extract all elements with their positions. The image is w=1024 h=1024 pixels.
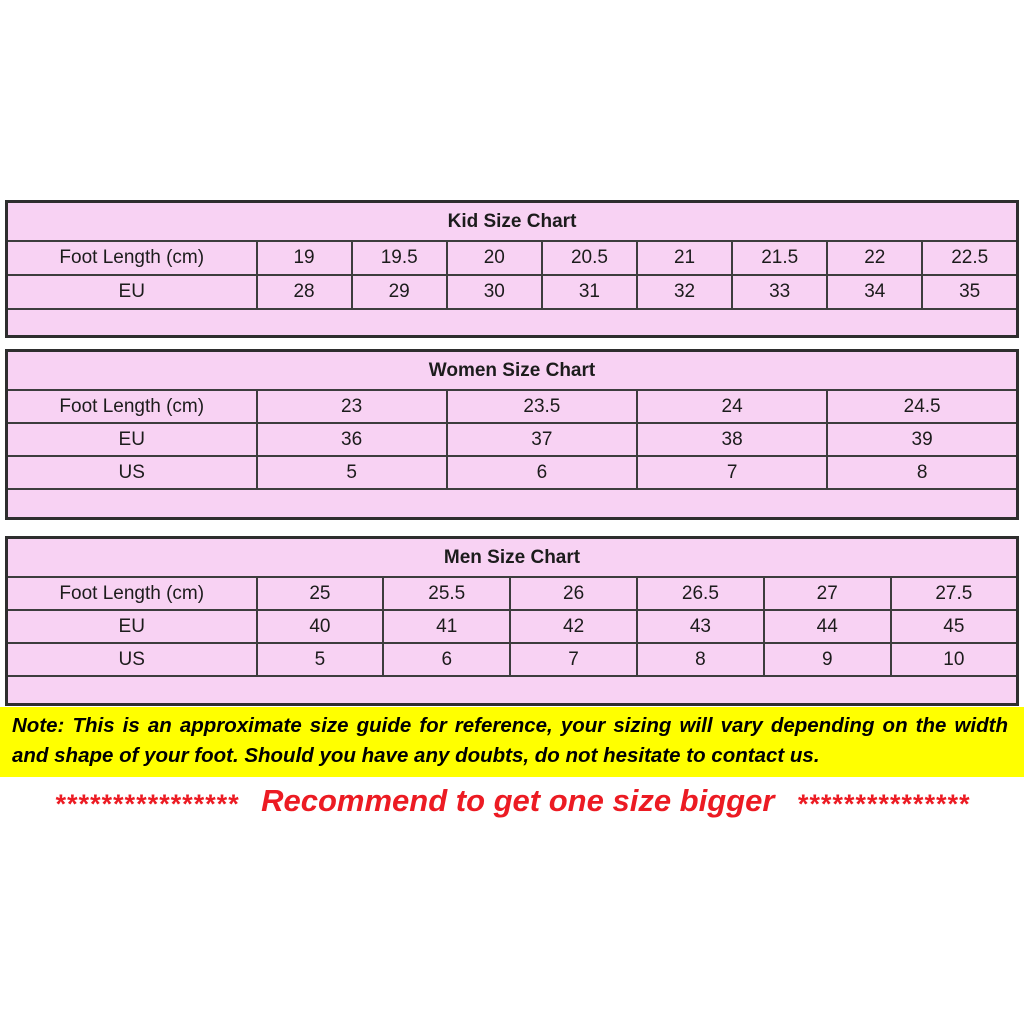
- size-cell: 19.5: [352, 241, 447, 275]
- size-cell: 27.5: [891, 577, 1018, 610]
- empty-row: [7, 489, 1018, 519]
- empty-cell: [7, 676, 1018, 705]
- row-label: US: [7, 643, 257, 676]
- size-cell: 44: [764, 610, 891, 643]
- kid-size-table: [5, 200, 1019, 338]
- table-row: [7, 456, 1018, 489]
- size-cell: 27: [764, 577, 891, 610]
- empty-row: [7, 676, 1018, 705]
- size-cell: 24: [637, 390, 827, 423]
- stars-left-decoration: ****************: [54, 789, 239, 819]
- stars-right-decoration: ***************: [796, 789, 970, 819]
- women-size-table: [5, 349, 1019, 520]
- size-cell: 35: [922, 275, 1017, 309]
- size-cell: 6: [447, 456, 637, 489]
- size-cell: 28: [257, 275, 352, 309]
- size-cell: 36: [257, 423, 447, 456]
- size-cell: 9: [764, 643, 891, 676]
- size-cell: 23: [257, 390, 447, 423]
- size-cell: 22: [827, 241, 922, 275]
- size-cell: 34: [827, 275, 922, 309]
- empty-row: [7, 309, 1018, 337]
- size-cell: 21: [637, 241, 732, 275]
- table-title-row: [7, 202, 1018, 242]
- table-row: [7, 577, 1018, 610]
- size-cell: 8: [637, 643, 764, 676]
- size-cell: 19: [257, 241, 352, 275]
- women-table-title: Women Size Chart: [7, 351, 1018, 391]
- size-cell: 22.5: [922, 241, 1017, 275]
- size-cell: 26: [510, 577, 637, 610]
- size-cell: 45: [891, 610, 1018, 643]
- recommendation-line: [0, 783, 1024, 827]
- men-table-title: Men Size Chart: [7, 538, 1018, 578]
- size-cell: 21.5: [732, 241, 827, 275]
- size-cell: 25: [257, 577, 384, 610]
- kid-table-title: Kid Size Chart: [7, 202, 1018, 242]
- size-cell: 32: [637, 275, 732, 309]
- size-cell: 24.5: [827, 390, 1017, 423]
- row-label: US: [7, 456, 257, 489]
- table-row: [7, 390, 1018, 423]
- recommendation-text: Recommend to get one size bigger: [261, 783, 775, 818]
- size-cell: 20: [447, 241, 542, 275]
- row-label: Foot Length (cm): [7, 390, 257, 423]
- size-cell: 33: [732, 275, 827, 309]
- note-banner: [0, 707, 1024, 777]
- size-cell: 38: [637, 423, 827, 456]
- size-cell: 40: [257, 610, 384, 643]
- size-cell: 41: [383, 610, 510, 643]
- empty-cell: [7, 489, 1018, 519]
- note-text-line2: and shape of your foot. Should you have any doubts, do not hesitate to contact us.: [12, 744, 820, 767]
- size-cell: 31: [542, 275, 637, 309]
- size-cell: 29: [352, 275, 447, 309]
- men-size-table: [5, 536, 1019, 706]
- size-cell: 39: [827, 423, 1017, 456]
- size-cell: 20.5: [542, 241, 637, 275]
- empty-cell: [7, 309, 1018, 337]
- table-row: [7, 275, 1018, 309]
- row-label: EU: [7, 423, 257, 456]
- size-cell: 8: [827, 456, 1017, 489]
- table-row: [7, 610, 1018, 643]
- size-cell: 42: [510, 610, 637, 643]
- size-cell: 7: [637, 456, 827, 489]
- size-cell: 37: [447, 423, 637, 456]
- size-cell: 5: [257, 456, 447, 489]
- table-title-row: [7, 538, 1018, 578]
- size-cell: 7: [510, 643, 637, 676]
- table-row: [7, 643, 1018, 676]
- note-text-line1: Note: This is an approximate size guide for reference, your sizing will vary depending on the width: [12, 714, 1008, 737]
- row-label: EU: [7, 275, 257, 309]
- size-cell: 26.5: [637, 577, 764, 610]
- table-title-row: [7, 351, 1018, 391]
- size-cell: 10: [891, 643, 1018, 676]
- row-label: EU: [7, 610, 257, 643]
- size-cell: 25.5: [383, 577, 510, 610]
- row-label: Foot Length (cm): [7, 577, 257, 610]
- size-cell: 6: [383, 643, 510, 676]
- size-cell: 30: [447, 275, 542, 309]
- table-row: [7, 241, 1018, 275]
- size-cell: 5: [257, 643, 384, 676]
- table-row: [7, 423, 1018, 456]
- row-label: Foot Length (cm): [7, 241, 257, 275]
- size-cell: 23.5: [447, 390, 637, 423]
- size-cell: 43: [637, 610, 764, 643]
